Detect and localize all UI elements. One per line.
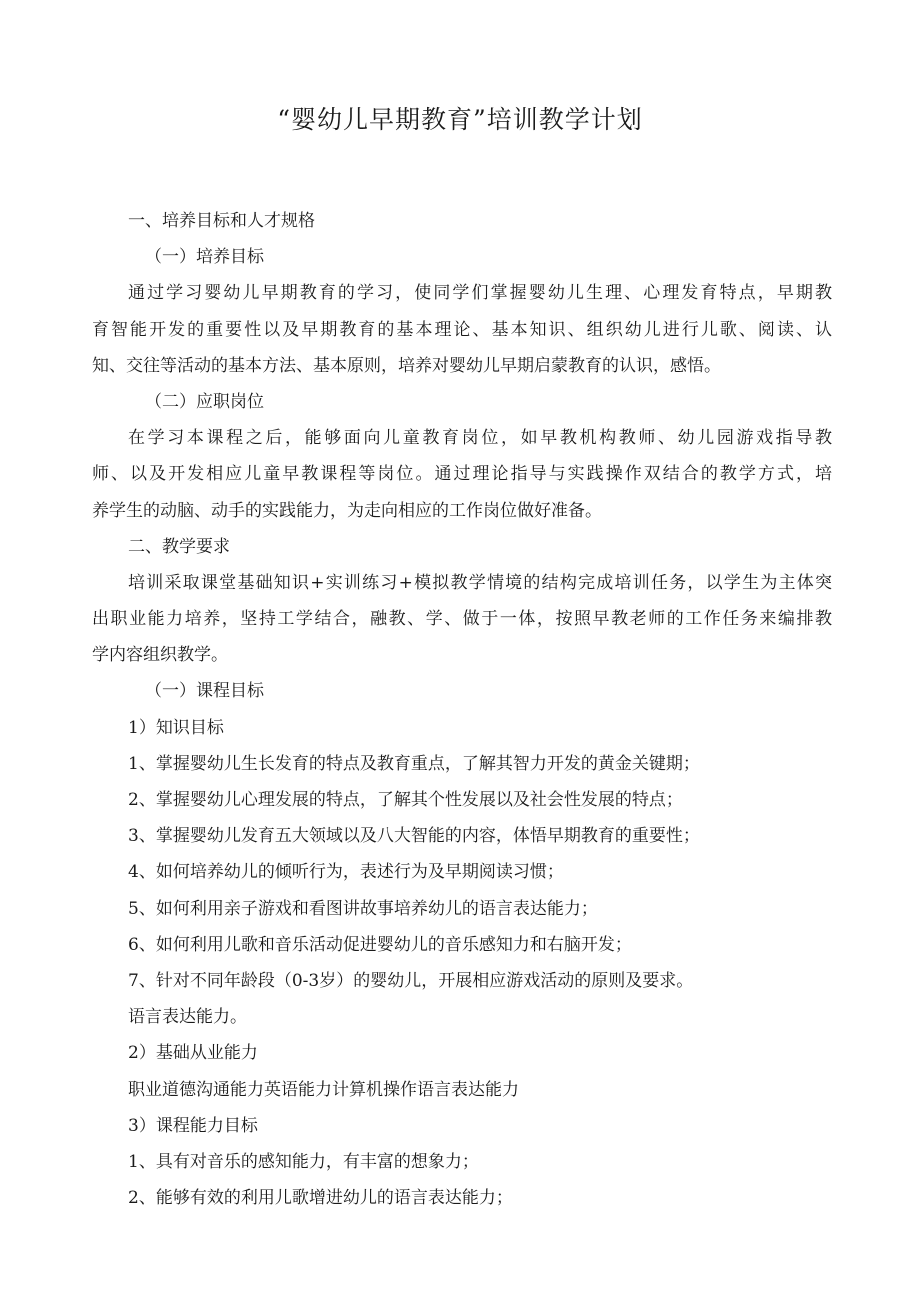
list-item: 1、掌握婴幼儿生长发育的特点及教育重点，了解其智力开发的黄金关键期； <box>128 753 700 774</box>
list-item: 6、如何利用儿歌和音乐活动促进婴幼儿的音乐感知力和右脑开发； <box>128 934 632 955</box>
section-heading: 二、教学要求 <box>128 536 230 557</box>
subsection-heading: （二）应职岗位 <box>145 391 264 412</box>
list-heading: 2）基础从业能力 <box>128 1043 258 1064</box>
list-item: 5、如何利用亲子游戏和看图讲故事培养幼儿的语言表达能力； <box>128 898 598 919</box>
paragraph-line: 知、交往等活动的基本方法、基本原则，培养对婴幼儿早期启蒙教育的认识，感悟。 <box>92 355 721 376</box>
list-item: 2、掌握婴幼儿心理发展的特点，了解其个性发展以及社会性发展的特点； <box>128 790 683 810</box>
section-heading: 一、培养目标和人才规格 <box>128 211 315 231</box>
document-title: “婴幼儿早期教育”培训教学计划 <box>277 105 643 134</box>
paragraph-line: 学内容组织教学。 <box>92 645 228 666</box>
paragraph-line: 养学生的动脑、动手的实践能力，为走向相应的工作岗位做好准备。 <box>92 500 602 521</box>
paragraph-line: 出职业能力培养，坚持工学结合，融教、学、做于一体，按照早教老师的工作任务来编排教 <box>92 609 832 630</box>
paragraph-line: 在学习本课程之后，能够面向儿童教育岗位，如早教机构教师、幼儿园游戏指导教 <box>128 428 832 449</box>
document-body <box>92 203 832 1216</box>
list-item: 1、具有对音乐的感知能力，有丰富的想象力； <box>128 1151 479 1172</box>
paragraph-line: 培训采取课堂基础知识+实训练习+模拟教学情境的结构完成培训任务，以学生为主体突 <box>128 572 832 593</box>
list-heading: 1）知识目标 <box>128 717 224 738</box>
list-item: 3、掌握婴幼儿发育五大领域以及八大智能的内容，体悟早期教育的重要性； <box>128 826 700 847</box>
subsection-heading: （一）培养目标 <box>145 247 264 268</box>
paragraph-line: 职业道德沟通能力英语能力计算机操作语言表达能力 <box>128 1079 519 1100</box>
list-item: 2、能够有效的利用儿歌增进幼儿的语言表达能力； <box>128 1188 513 1209</box>
subsection-heading: （一）课程目标 <box>145 681 264 702</box>
list-heading: 3）课程能力目标 <box>128 1115 258 1136</box>
paragraph-line: 育智能开发的重要性以及早期教育的基本理论、基本知识、组织幼儿进行儿歌、阅读、认 <box>92 319 832 340</box>
list-item: 4、如何培养幼儿的倾听行为，表述行为及早期阅读习惯； <box>128 862 564 883</box>
paragraph-line: 语言表达能力。 <box>128 1007 247 1028</box>
list-item: 7、针对不同年龄段（0-3岁）的婴幼儿，开展相应游戏活动的原则及要求。 <box>128 970 694 991</box>
paragraph-line: 师、以及开发相应儿童早教课程等岗位。通过理论指导与实践操作双结合的教学方式，培 <box>92 464 832 485</box>
paragraph-line: 通过学习婴幼儿早期教育的学习，使同学们掌握婴幼儿生理、心理发育特点，早期教 <box>128 283 832 304</box>
